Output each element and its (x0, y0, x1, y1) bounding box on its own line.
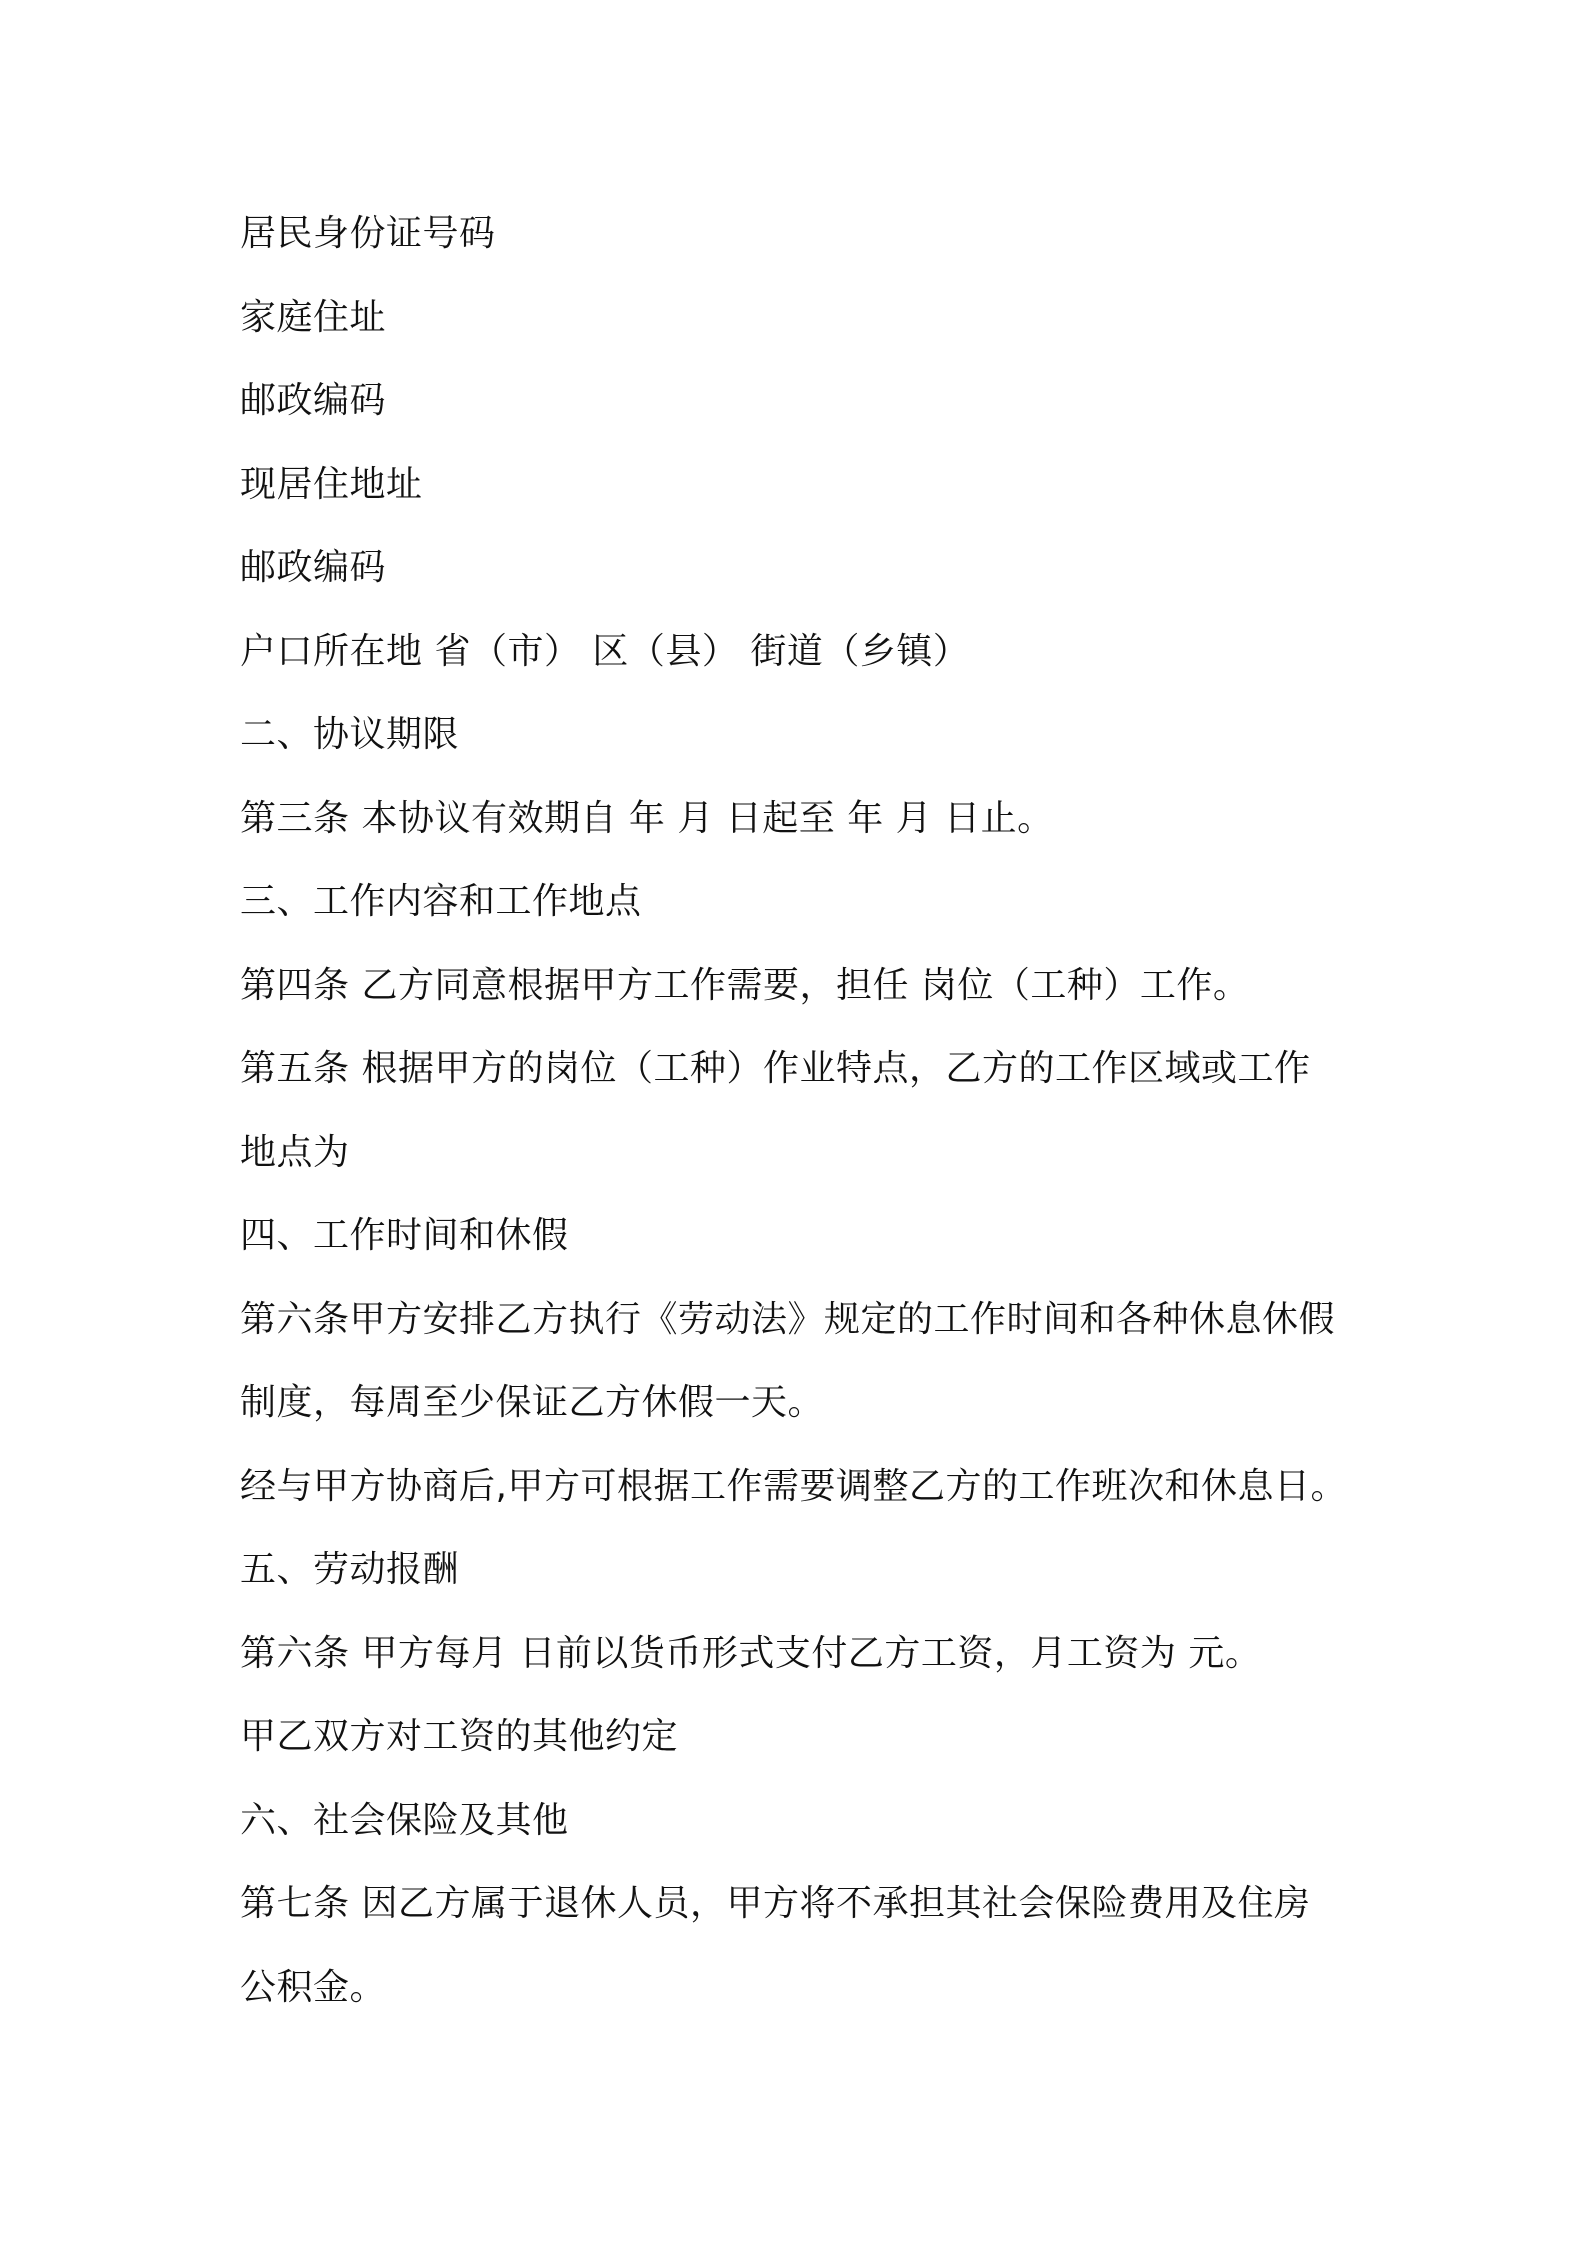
article-7-line-2: 公积金。 (240, 1966, 387, 2008)
article-6-salary: 第六条 甲方每月 日前以货币形式支付乙方工资，月工资为 元。 (240, 1632, 1262, 1674)
section-heading-work-hours: 四、工作时间和休假 (240, 1215, 569, 1256)
salary-other-terms: 甲乙双方对工资的其他约定 (240, 1716, 679, 1757)
article-6-line-2: 制度，每周至少保证乙方休假一天。 (240, 1382, 825, 1423)
section-heading-work-content: 三、工作内容和工作地点 (240, 881, 642, 922)
section-heading-agreement-term: 二、协议期限 (240, 714, 460, 755)
section-heading-remuneration: 五、劳动报酬 (240, 1549, 460, 1590)
field-current-address: 现居住地址 (240, 463, 423, 505)
article-5-line-1: 第五条 根据甲方的岗位（工种）作业特点，乙方的工作区域或工作 (240, 1048, 1311, 1089)
field-household-registration: 户口所在地 省（市） 区（县） 街道（乡镇） (240, 630, 970, 672)
document-body (240, 192, 1400, 2029)
article-6-line-1: 第六条甲方安排乙方执行《劳动法》规定的工作时间和各种休息休假 (240, 1298, 1336, 1340)
field-id-number: 居民身份证号码 (240, 213, 496, 254)
field-postal-code-2: 邮政编码 (240, 547, 387, 588)
section-heading-social-insurance: 六、社会保险及其他 (240, 1799, 569, 1841)
article-3: 第三条 本协议有效期自 年 月 日起至 年 月 日止。 (240, 797, 1054, 839)
field-home-address: 家庭住址 (240, 296, 387, 338)
article-7-line-1: 第七条 因乙方属于退休人员，甲方将不承担其社会保险费用及住房 (240, 1883, 1311, 1924)
article-5-line-2: 地点为 (240, 1131, 350, 1173)
shift-adjustment-paragraph: 经与甲方协商后,甲方可根据工作需要调整乙方的工作班次和休息日。 (240, 1465, 1347, 1507)
field-postal-code: 邮政编码 (240, 380, 387, 421)
article-4: 第四条 乙方同意根据甲方工作需要，担任 岗位（工种）工作。 (240, 964, 1250, 1006)
